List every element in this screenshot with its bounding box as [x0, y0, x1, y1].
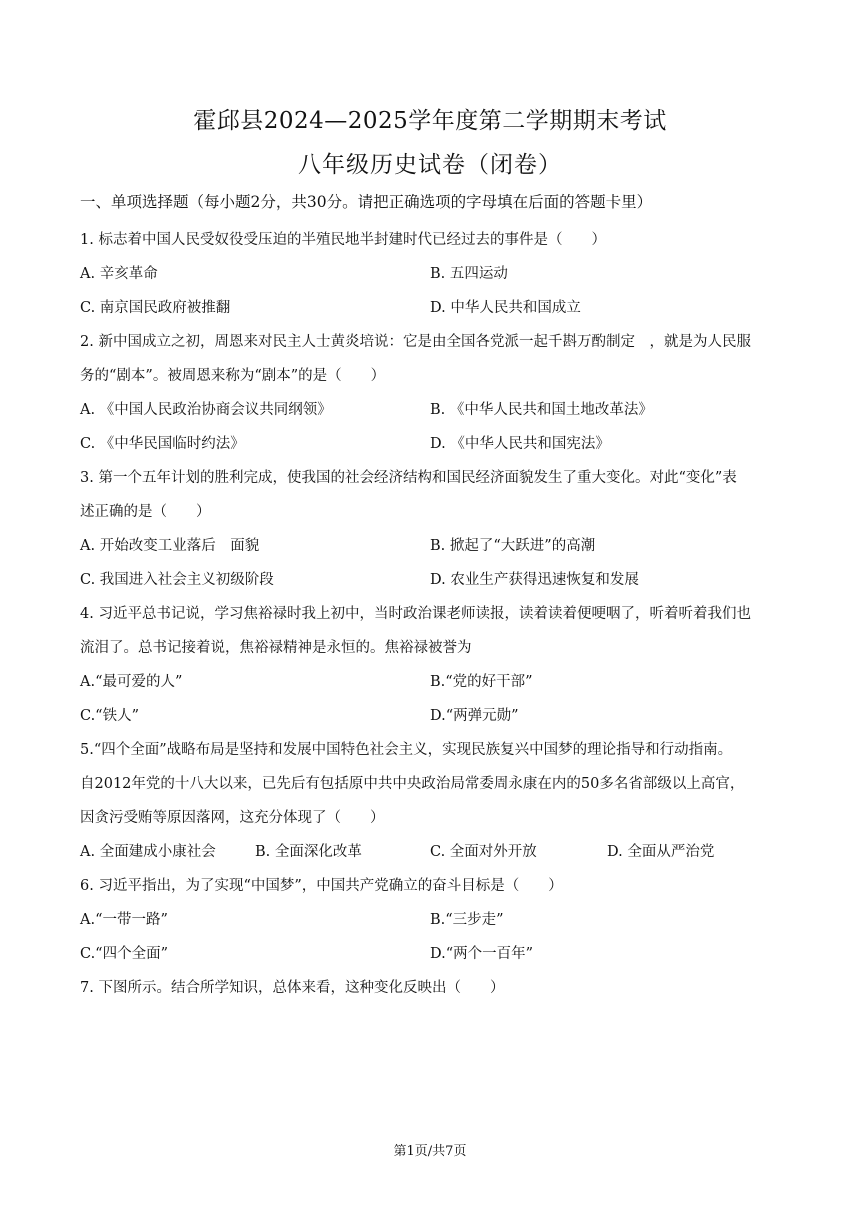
- question-1-option-c: C. 南京国民政府被推翻: [80, 300, 231, 316]
- question-4-option-c: C.“铁人”: [80, 708, 140, 724]
- question-2-option-c: C. 《中华民国临时约法》: [80, 436, 245, 452]
- question-2-option-d: D. 《中华人民共和国宪法》: [430, 436, 610, 452]
- question-4-option-d: D.“两弹元勋”: [430, 708, 519, 724]
- question-3-option-c: C. 我国进入社会主义初级阶段: [80, 572, 274, 588]
- question-6-option-b: B.“三步走”: [430, 912, 504, 928]
- question-2-line-2: 务的“剧本”。被周恩来称为“剧本”的是（ ）: [80, 368, 386, 384]
- page-footer: 第1页/共7页: [393, 1144, 467, 1159]
- question-6-line-1: 6. 习近平指出，为了实现“中国梦”，中国共产党确立的奋斗目标是（ ）: [80, 878, 563, 894]
- question-2-option-b: B. 《中华人民共和国土地改革法》: [430, 402, 653, 418]
- exam-title: 霍邱县2024—2025学年度第二学期期末考试: [193, 108, 667, 134]
- question-2-line-1: 2. 新中国成立之初，周恩来对民主人士黄炎培说：它是由全国各党派一起千斟万酌制定 ，就是为人民服: [80, 334, 751, 350]
- question-6-option-a: A.“一带一路”: [80, 912, 168, 928]
- question-4-line-2: 流泪了。总书记接着说，焦裕禄精神是永恒的。焦裕禄被誉为: [80, 640, 472, 656]
- question-5-line-1: 5.“四个全面”战略布局是坚持和发展中国特色社会主义，实现民族复兴中国梦的理论指导和行动指南。: [80, 742, 733, 758]
- question-1-option-b: B. 五四运动: [430, 266, 508, 282]
- question-7-line-1: 7. 下图所示。结合所学知识，总体来看，这种变化反映出（ ）: [80, 980, 505, 996]
- question-5-option-a: A. 全面建成小康社会: [80, 844, 216, 860]
- question-1-option-a: A. 辛亥革命: [80, 266, 158, 282]
- question-4-option-a: A.“最可爱的人”: [80, 674, 183, 690]
- question-3-option-a: A. 开始改变工业落后 面貌: [80, 538, 260, 554]
- question-5-option-c: C. 全面对外开放: [430, 844, 537, 860]
- question-3-line-1: 3. 第一个五年计划的胜利完成，使我国的社会经济结构和国民经济面貌发生了重大变化。对此“变化”表: [80, 470, 737, 486]
- question-3-option-b: B. 掀起了“大跃进”的高潮: [430, 538, 596, 554]
- question-3-line-2: 述正确的是（ ）: [80, 504, 211, 520]
- question-1-line-1: 1. 标志着中国人民受奴役受压迫的半殖民地半封建时代已经过去的事件是（ ）: [80, 232, 606, 248]
- question-5-option-d: D. 全面从严治党: [607, 844, 715, 860]
- question-4-option-b: B.“党的好干部”: [430, 674, 533, 690]
- question-1-option-d: D. 中华人民共和国成立: [430, 300, 581, 316]
- question-4-line-1: 4. 习近平总书记说，学习焦裕禄时我上初中，当时政治课老师读报，读着读着便哽咽了，听着听着我们也: [80, 606, 751, 622]
- question-6-option-c: C.“四个全面”: [80, 946, 169, 962]
- question-3-option-d: D. 农业生产获得迅速恢复和发展: [430, 572, 639, 588]
- exam-subtitle: 八年级历史试卷（闭卷）: [298, 152, 562, 178]
- question-6-option-d: D.“两个一百年”: [430, 946, 534, 962]
- question-5-option-b: B. 全面深化改革: [255, 844, 362, 860]
- section-heading: 一、单项选择题（每小题2分，共30分。请把正确选项的字母填在后面的答题卡里）: [80, 193, 653, 211]
- question-2-option-a: A. 《中国人民政治协商会议共同纲领》: [80, 402, 332, 418]
- question-5-line-3: 因贪污受贿等原因落网，这充分体现了（ ）: [80, 810, 385, 826]
- question-5-line-2: 自2012年党的十八大以来，已先后有包括原中共中央政治局常委周永康在内的50多名省部级以上高官，: [80, 776, 745, 792]
